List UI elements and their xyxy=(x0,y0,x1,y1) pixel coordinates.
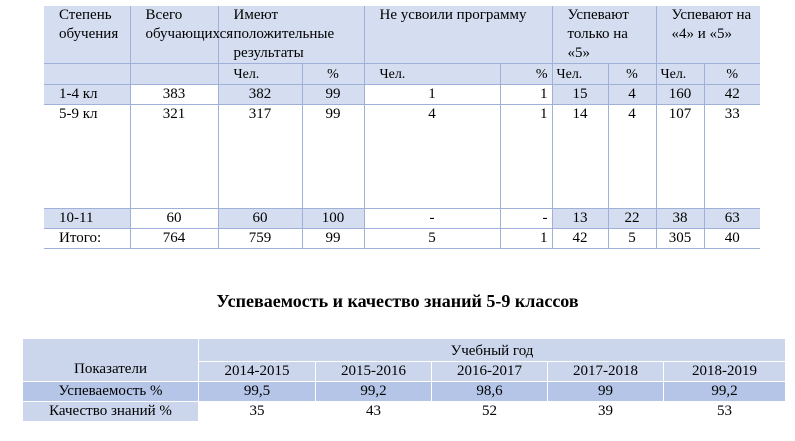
cell-level: 5-9 кл xyxy=(44,105,130,209)
cell-only5-pct: 4 xyxy=(608,105,656,209)
row-label: Качество знаний % xyxy=(23,402,199,422)
header-total-sub xyxy=(130,64,218,85)
cell-fail-count: - xyxy=(364,209,500,229)
cell-pos-pct: 99 xyxy=(302,85,364,105)
header-positive: Имеют положительные результаты xyxy=(218,6,364,64)
quality-table xyxy=(22,338,786,422)
cell-level: 10-11 xyxy=(44,209,130,229)
subheader-pct: % xyxy=(608,64,656,85)
cell-value: 53 xyxy=(664,402,786,422)
subheader-count: Чел. xyxy=(656,64,704,85)
cell-pos-count: 60 xyxy=(218,209,302,229)
cell-fail-pct: 1 xyxy=(500,85,552,105)
cell-value: 43 xyxy=(316,402,432,422)
cell-fail-count: 1 xyxy=(364,85,500,105)
cell-value: 35 xyxy=(199,402,316,422)
cell-45-count: 107 xyxy=(656,105,704,209)
header-4-5: Успевают на «4» и «5» xyxy=(656,6,760,64)
header-year: 2017-2018 xyxy=(548,362,664,382)
cell-only5-pct: 5 xyxy=(608,229,656,249)
header-level-sub xyxy=(44,64,130,85)
cell-pos-pct: 99 xyxy=(302,229,364,249)
header-year: 2018-2019 xyxy=(664,362,786,382)
subheader-count: Чел. xyxy=(552,64,608,85)
table-row xyxy=(44,85,760,105)
cell-fail-count: 5 xyxy=(364,229,500,249)
cell-pos-pct: 100 xyxy=(302,209,364,229)
cell-pos-pct: 99 xyxy=(302,105,364,209)
header-only5: Успевают только на «5» xyxy=(552,6,656,64)
cell-pos-count: 317 xyxy=(218,105,302,209)
header-indicators: Показатели xyxy=(23,339,199,382)
cell-only5-count: 15 xyxy=(552,85,608,105)
cell-45-count: 305 xyxy=(656,229,704,249)
header-year: 2014-2015 xyxy=(199,362,316,382)
section-title: Успеваемость и качество знаний 5-9 классов xyxy=(216,291,579,311)
table-row xyxy=(44,105,760,209)
subheader-count: Чел. xyxy=(364,64,500,85)
cell-only5-count: 42 xyxy=(552,229,608,249)
cell-value: 99 xyxy=(548,382,664,402)
cell-level: 1-4 кл xyxy=(44,85,130,105)
header-total: Всего обучающихся xyxy=(130,6,218,64)
subheader-count: Чел. xyxy=(218,64,302,85)
results-table xyxy=(44,6,760,249)
cell-total: 60 xyxy=(130,209,218,229)
subheader-pct: % xyxy=(302,64,364,85)
header-level: Степень обучения xyxy=(44,6,130,64)
table-row-total xyxy=(44,229,760,249)
cell-only5-count: 13 xyxy=(552,209,608,229)
cell-fail-pct: 1 xyxy=(500,229,552,249)
cell-only5-pct: 22 xyxy=(608,209,656,229)
cell-value: 99,2 xyxy=(316,382,432,402)
cell-level: Итого: xyxy=(44,229,130,249)
cell-fail-pct: - xyxy=(500,209,552,229)
header-year: 2015-2016 xyxy=(316,362,432,382)
cell-pos-count: 382 xyxy=(218,85,302,105)
cell-value: 99,5 xyxy=(199,382,316,402)
cell-45-pct: 42 xyxy=(704,85,760,105)
cell-only5-count: 14 xyxy=(552,105,608,209)
table-row xyxy=(23,402,786,422)
cell-45-pct: 33 xyxy=(704,105,760,209)
cell-total: 764 xyxy=(130,229,218,249)
table-row xyxy=(44,209,760,229)
header-school-year: Учебный год xyxy=(199,339,786,362)
cell-value: 98,6 xyxy=(432,382,548,402)
header-failed: Не усвоили программу xyxy=(364,6,552,64)
cell-only5-pct: 4 xyxy=(608,85,656,105)
table-row xyxy=(23,382,786,402)
cell-45-count: 160 xyxy=(656,85,704,105)
cell-value: 52 xyxy=(432,402,548,422)
cell-45-count: 38 xyxy=(656,209,704,229)
subheader-pct: % xyxy=(500,64,552,85)
cell-fail-pct: 1 xyxy=(500,105,552,209)
cell-45-pct: 40 xyxy=(704,229,760,249)
cell-value: 99,2 xyxy=(664,382,786,402)
header-year: 2016-2017 xyxy=(432,362,548,382)
cell-45-pct: 63 xyxy=(704,209,760,229)
cell-total: 321 xyxy=(130,105,218,209)
cell-fail-count: 4 xyxy=(364,105,500,209)
subheader-pct: % xyxy=(704,64,760,85)
cell-total: 383 xyxy=(130,85,218,105)
row-label: Успеваемость % xyxy=(23,382,199,402)
cell-value: 39 xyxy=(548,402,664,422)
cell-pos-count: 759 xyxy=(218,229,302,249)
